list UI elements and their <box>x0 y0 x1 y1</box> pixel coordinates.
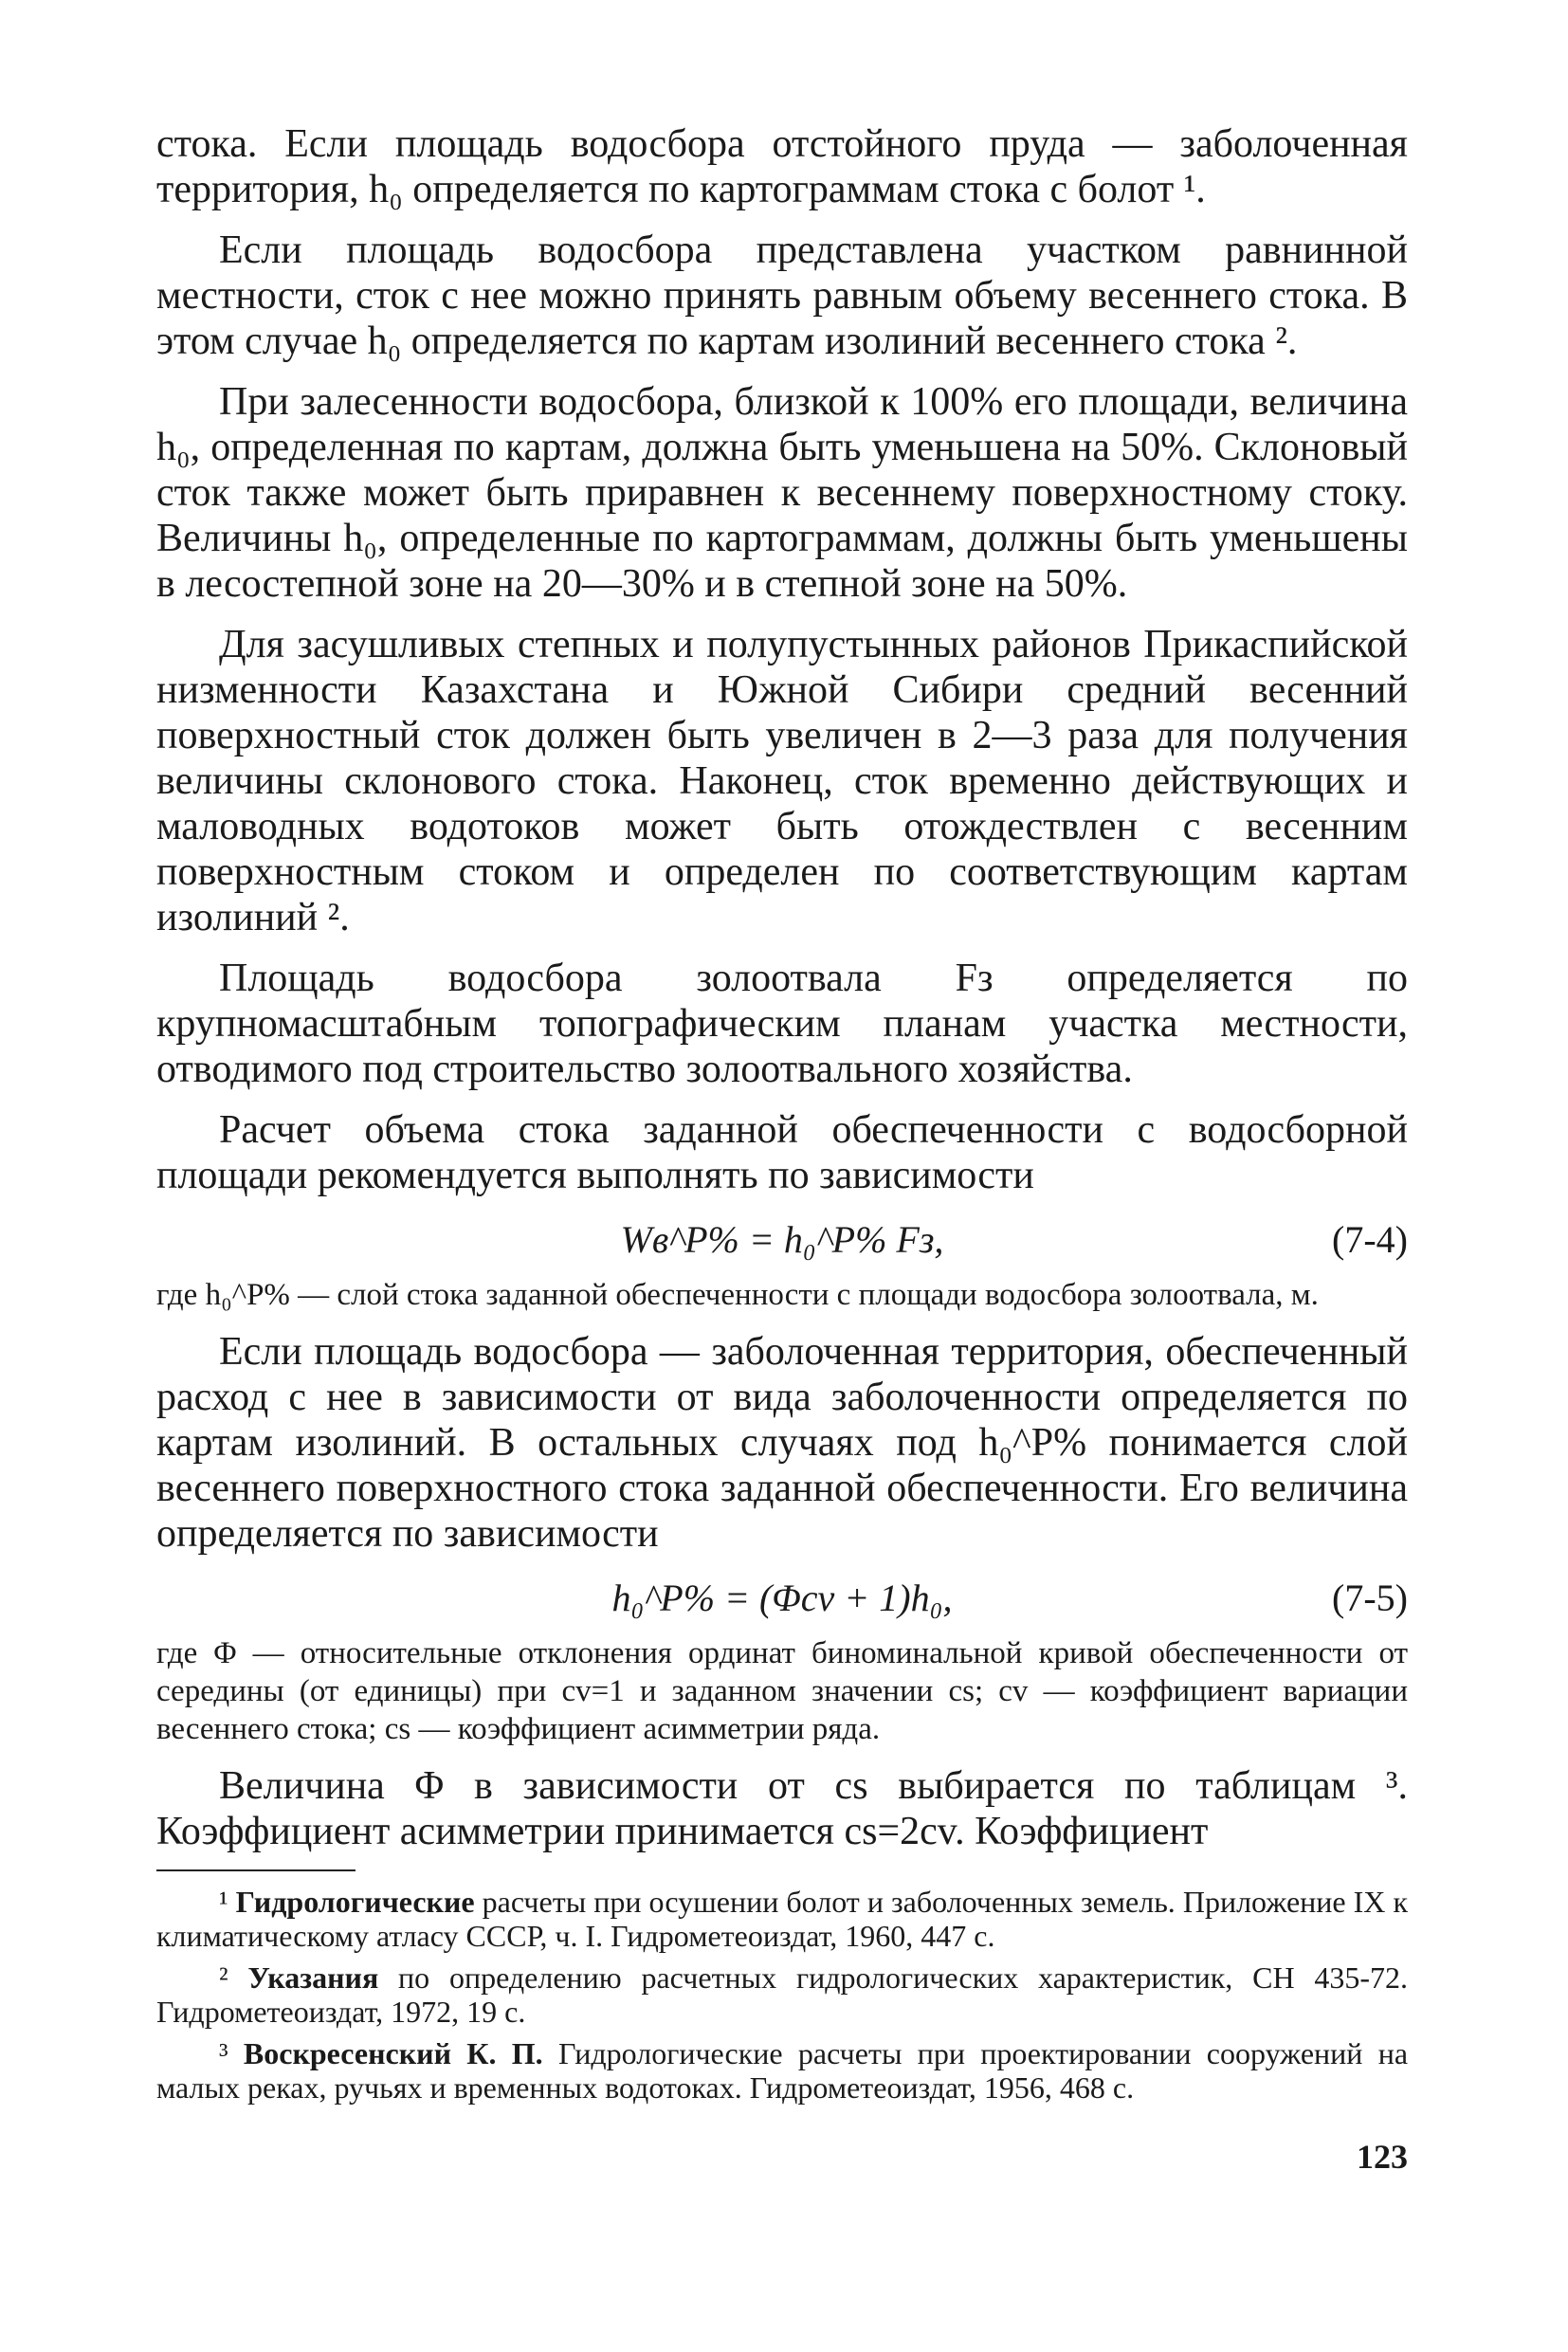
footnote-author: Гидрологические <box>235 1885 475 1919</box>
footnote-divider <box>156 1869 356 1871</box>
footnote-mark: ¹ <box>219 1885 228 1919</box>
footnote-2 <box>156 1960 1408 2029</box>
equation-number: (7-4) <box>1332 1218 1408 1261</box>
footnote-text: расчеты при осушении болот и заболоченных земель. Приложение IX к климатическому атласу СССР, ч. I. Гидрометеоиздат, 1960, 447 с. <box>156 1885 1409 1953</box>
footnote-text: Гидрологические расчеты при проектировании сооружений на малых реках, ручьях и временных водотоках. Гидрометеоиздат, 1956, 468 с. <box>156 2036 1409 2105</box>
paragraph-2: Если площадь водосбора представлена участком равнинной местности, сток с нее можно принять равным объему весеннего стока. В этом случае h₀ определяется по картам изолиний весеннего стока ². <box>156 228 1408 363</box>
equation-number: (7-5) <box>1332 1577 1408 1619</box>
equation-expression: Wв^P% = h₀^P% Fз, <box>620 1218 944 1261</box>
footnote-mark: ² <box>219 1960 228 1995</box>
where-clause-1: где h₀^P% — слой стока заданной обеспеченности с площади водосбора золоотвала, м. <box>156 1278 1319 1312</box>
paragraph-5: Площадь водосбора золоотвала Fз определяется по крупномасштабным топографическим планам участка местности, отводимого под строительство золоотвального хозяйства. <box>156 957 1408 1091</box>
equation-7-4 <box>156 1213 1408 1267</box>
paragraph-4: Для засушливых степных и полупустынных районов Прикаспийской низменности Казахстана и Южной Сибири средний весенний поверхностный сток должен быть увеличен в 2—3 раза для получения величины склонового стока. Наконец, сток временно действующих и маловодных водотоков может быть отождествлен с весенним поверхностным стоком и определен по соответствующим картам изолиний ². <box>156 623 1408 939</box>
footnote-text: по определению расчетных гидрологических характеристик, СН 435-72. Гидрометеоиздат, 1972, 19 с. <box>156 1960 1409 2029</box>
footnote-mark: ³ <box>219 2036 228 2070</box>
footnote-1 <box>156 1885 1408 1953</box>
paragraph-7: Если площадь водосбора — заболоченная территория, обеспеченный расход с нее в зависимости от вида заболоченности определяется по картам изолиний. В остальных случаях под h₀^P% понимается слой весеннего поверхностного стока заданной обеспеченности. Его величина определяется по зависимости <box>156 1330 1408 1556</box>
footnote-3 <box>156 2036 1408 2105</box>
paragraph-3: При залесенности водосбора, близкой к 100% его площади, величина h₀, определенная по картам, должна быть уменьшена на 50%. Склоновый сток также может быть приравнен к весеннему поверхностному стоку. Величины h₀, определенные по картограммам, должны быть уменьшены в лесостепной зоне на 20—30% и в степной зоне на 50%. <box>156 380 1408 606</box>
paragraph-6: Расчет объема стока заданной обеспеченности с водосборной площади рекомендуется выполнять по зависимости <box>156 1108 1408 1197</box>
paragraph-8: Величина Φ в зависимости от cs выбирается по таблицам ³. Коэффициент асимметрии принимается cs=2cv. Коэффициент <box>156 1764 1408 1853</box>
page-number: 123 <box>1357 2138 1408 2176</box>
page-body <box>156 121 1408 2112</box>
equation-7-5 <box>156 1572 1408 1625</box>
paragraph-1: стока. Если площадь водосбора отстойного пруда — заболоченная территория, h₀ определяется по картограммам стока с болот ¹. <box>156 122 1408 211</box>
footnote-author: Указания <box>247 1960 379 1995</box>
footnote-author: Воскресенский К. П. <box>243 2036 543 2070</box>
equation-expression: h₀^P% = (Φcv + 1)h₀, <box>611 1577 953 1619</box>
where-clause-2: где Φ — относительные отклонения ординат биноминальной кривой обеспеченности от середины (от единицы) при cv=1 и заданном значении cs; cv — коэффициент вариации весеннего стока; cs — коэффициент асимметрии ряда. <box>156 1636 1408 1746</box>
